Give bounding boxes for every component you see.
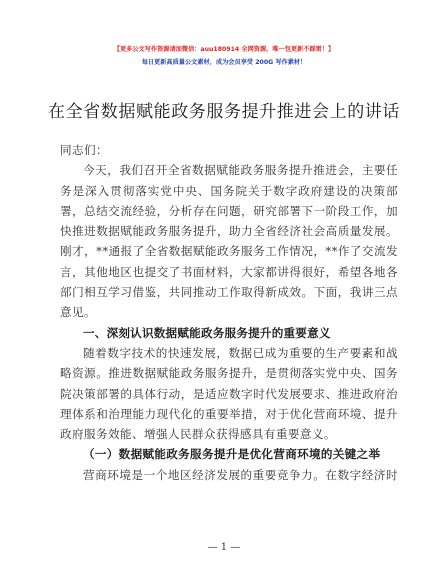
paragraph-line: 快推进数据赋能政务服务提升，助力全省经济社会高质量发展。: [60, 224, 398, 239]
subsection-heading: （一）数据赋能政务服务提升是优化营商环境的关键之举: [83, 447, 381, 462]
paragraph-line: 略资源。推进数据赋能政务服务提升，是贯彻落实党中央、国务: [60, 366, 398, 381]
paragraph-line: 今天，我们召开全省数据赋能政务服务提升推进会，主要任: [83, 163, 398, 178]
page-number: — 1 —: [207, 542, 241, 553]
paragraph-line: 刚才，**通报了全省数据赋能政务服务工作情况，**作了交流发: [60, 244, 398, 259]
document-title: 在全省数据赋能政务服务提升推进会上的讲话: [48, 102, 400, 122]
paragraph-line: 政府服务效能、增强人民群众获得感具有重要意义。: [60, 427, 336, 442]
section-heading: 一、深刻认识数据赋能政务服务提升的重要意义: [83, 325, 331, 340]
paragraph-line: 营商环境是一个地区经济发展的重要竞争力。在数字经济时: [83, 467, 398, 482]
paragraph-line: 院决策部署的具体行动，是适应数字时代发展要求、推进政府治: [60, 386, 398, 401]
paragraph-line: 部门相互学习借鉴，共同推动工作取得新成效。下面，我讲三点: [60, 285, 398, 300]
promo-banner-line2: 每日更新高质量公文素材，成为会员享受 200G 写作素材！: [141, 59, 307, 66]
document-body: [60, 140, 398, 485]
paragraph-line: 务是深入贯彻落实党中央、国务院关于数字政府建设的决策部: [60, 183, 398, 198]
paragraph-line: 随着数字技术的快速发展，数据已成为重要的生产要素和战: [83, 345, 398, 360]
promo-banner-line1: 【更多公文写作资源请加微信：auu180914 全网资源，唯一包更新不踩雷！】: [113, 46, 335, 53]
paragraph-line: 言，其他地区也提交了书面材料，大家都讲得很好，希望各地各: [60, 264, 398, 279]
paragraph-line: 意见。: [60, 305, 96, 320]
paragraph-line: 署，总结交流经验，分析存在问题，研究部署下一阶段工作，加: [60, 203, 398, 218]
salutation: 同志们：: [60, 143, 108, 157]
paragraph-line: 理体系和治理能力现代化的重要举措，对于优化营商环境、提升: [60, 406, 398, 421]
